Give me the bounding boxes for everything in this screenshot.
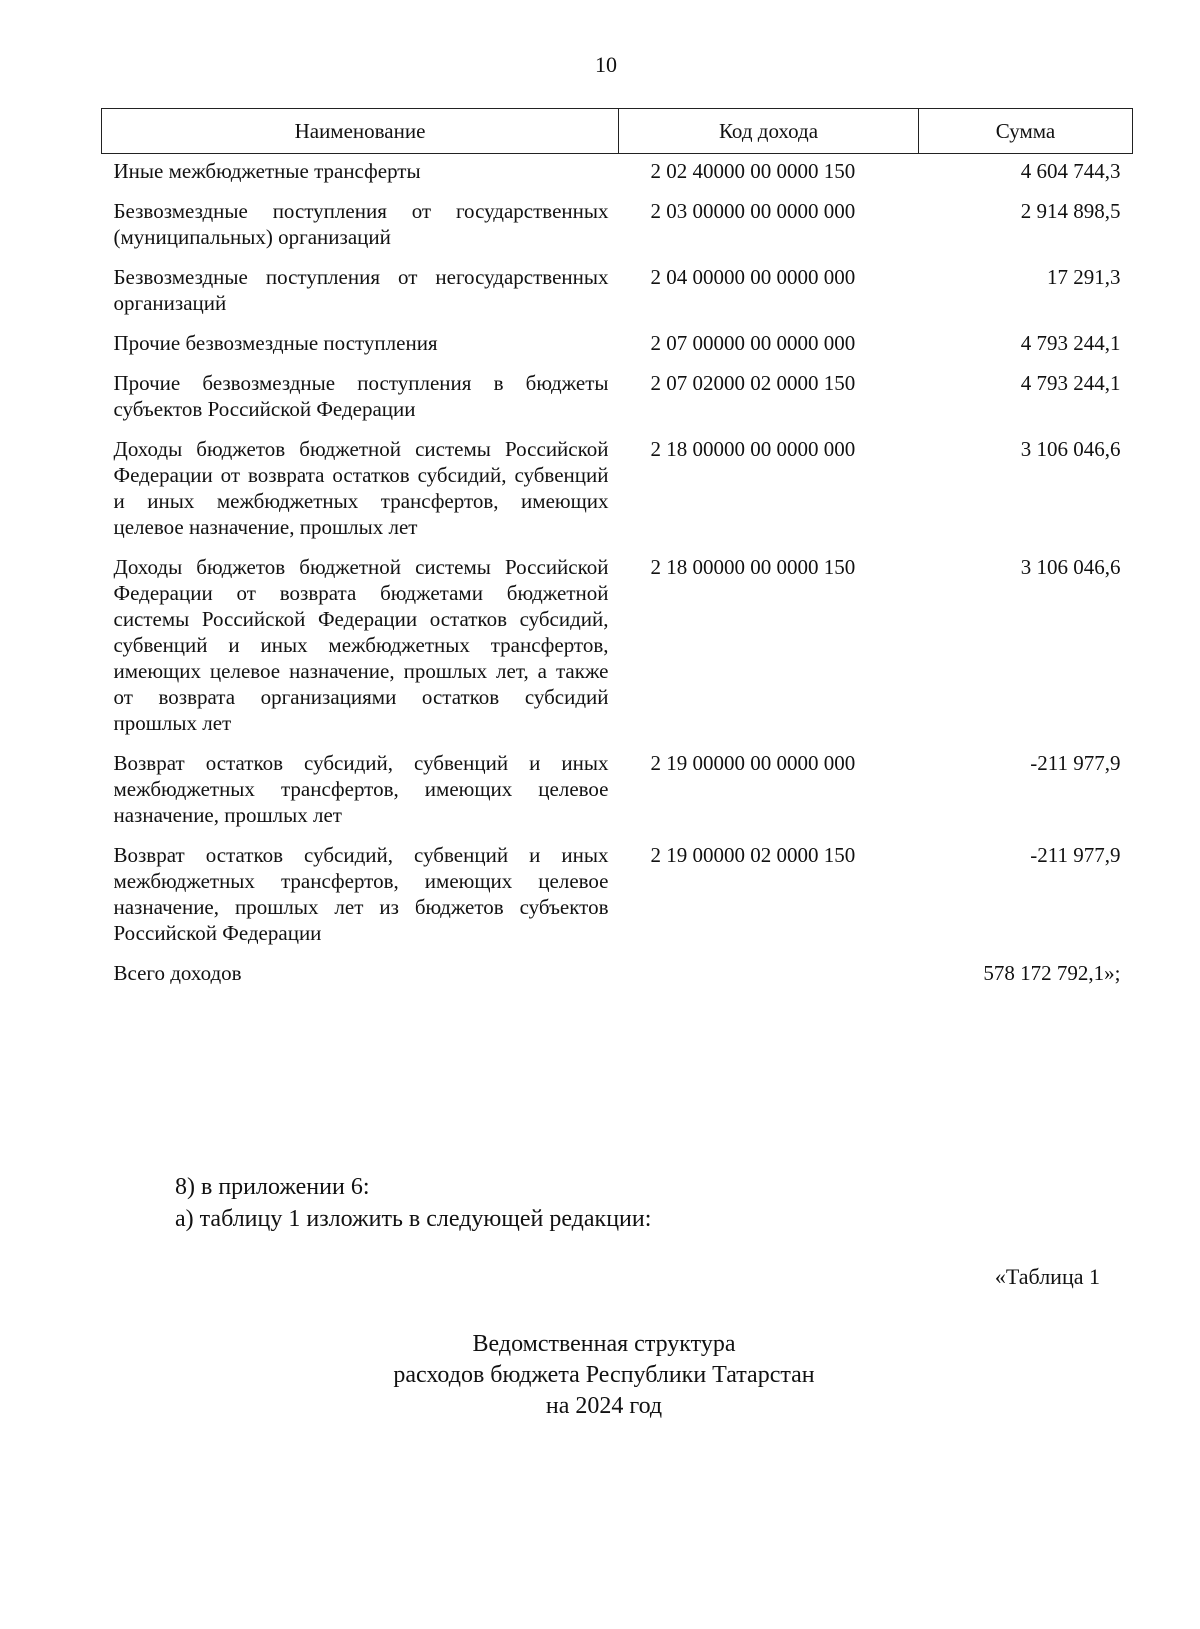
table-row [102, 746, 1133, 838]
row-code: 2 18 00000 00 0000 150 [650, 555, 856, 579]
row-code: 2 19 00000 00 0000 000 [650, 751, 856, 775]
row-code: 2 03 00000 00 0000 000 [650, 199, 856, 223]
row-name: Возврат остатков субсидий, субвенций и иных межбюджетных трансфертов, имеющих целевое назначение, прошлых лет [113, 751, 609, 827]
paragraph-item-a: а) таблицу 1 изложить в следующей редакции: [175, 1206, 652, 1232]
title-line: на 2024 год [545, 1393, 663, 1419]
row-code: 2 02 40000 00 0000 150 [650, 159, 856, 183]
table-label: «Таблица 1 [994, 1264, 1100, 1289]
row-name: Доходы бюджетов бюджетной системы Российской Федерации от возврата бюджетами бюджетной системы Российской Федерации остатков субсидий, субвенций и иных межбюджетных трансфертов, имеющих целевое назначение, прошлых лет, а также от возврата организациями остатков субсидий прошлых лет [113, 555, 609, 735]
row-code: 2 04 00000 00 0000 000 [650, 265, 856, 289]
row-name: Иные межбюджетные трансферты [113, 159, 421, 183]
title-line: Ведомственная структура [472, 1331, 736, 1357]
total-code [619, 956, 919, 996]
table-row [102, 260, 1133, 326]
income-table [101, 108, 1133, 996]
table-total-row [102, 956, 1133, 996]
total-sum: 578 172 792,1»; [983, 961, 1121, 985]
document-title [0, 1329, 1200, 1422]
row-code: 2 19 00000 02 0000 150 [650, 843, 856, 867]
header-name: Наименование [102, 109, 619, 154]
row-name: Доходы бюджетов бюджетной системы Российской Федерации от возврата остатков субсидий, субвенций и иных межбюджетных трансфертов, имеющих целевое назначение, прошлых лет [113, 437, 609, 539]
row-sum: 17 291,3 [1047, 265, 1121, 289]
row-sum: 3 106 046,6 [1020, 555, 1121, 579]
row-name: Безвозмездные поступления от негосударственных организаций [113, 265, 609, 315]
table-header-row [102, 109, 1133, 154]
table-row [102, 838, 1133, 956]
row-code: 2 07 02000 02 0000 150 [650, 371, 856, 395]
table-row [102, 326, 1133, 366]
table-row [102, 432, 1133, 550]
table-row [102, 366, 1133, 432]
row-name: Безвозмездные поступления от государственных (муниципальных) организаций [113, 199, 609, 249]
row-name: Прочие безвозмездные поступления [113, 331, 438, 355]
row-code: 2 18 00000 00 0000 000 [650, 437, 856, 461]
row-sum: 4 793 244,1 [1020, 371, 1121, 395]
table-row [102, 550, 1133, 746]
table-row [102, 194, 1133, 260]
table-row [102, 154, 1133, 195]
header-sum: Сумма [919, 109, 1133, 154]
title-line: расходов бюджета Республики Татарстан [393, 1362, 815, 1388]
row-code: 2 07 00000 00 0000 000 [650, 331, 856, 355]
row-sum: 3 106 046,6 [1020, 437, 1121, 461]
row-sum: 4 793 244,1 [1020, 331, 1121, 355]
income-table-container [101, 108, 1132, 996]
page-number: 10 [595, 52, 617, 77]
row-sum: 4 604 744,3 [1020, 159, 1121, 183]
row-sum: -211 977,9 [1030, 843, 1121, 867]
total-label: Всего доходов [113, 961, 242, 985]
header-code: Код дохода [619, 109, 919, 154]
row-name: Возврат остатков субсидий, субвенций и иных межбюджетных трансфертов, имеющих целевое назначение, прошлых лет из бюджетов субъектов Российской Федерации [113, 843, 609, 945]
paragraph-item-8: 8) в приложении 6: [175, 1174, 370, 1200]
row-name: Прочие безвозмездные поступления в бюджеты субъектов Российской Федерации [113, 371, 609, 421]
row-sum: 2 914 898,5 [1020, 199, 1121, 223]
row-sum: -211 977,9 [1030, 751, 1121, 775]
